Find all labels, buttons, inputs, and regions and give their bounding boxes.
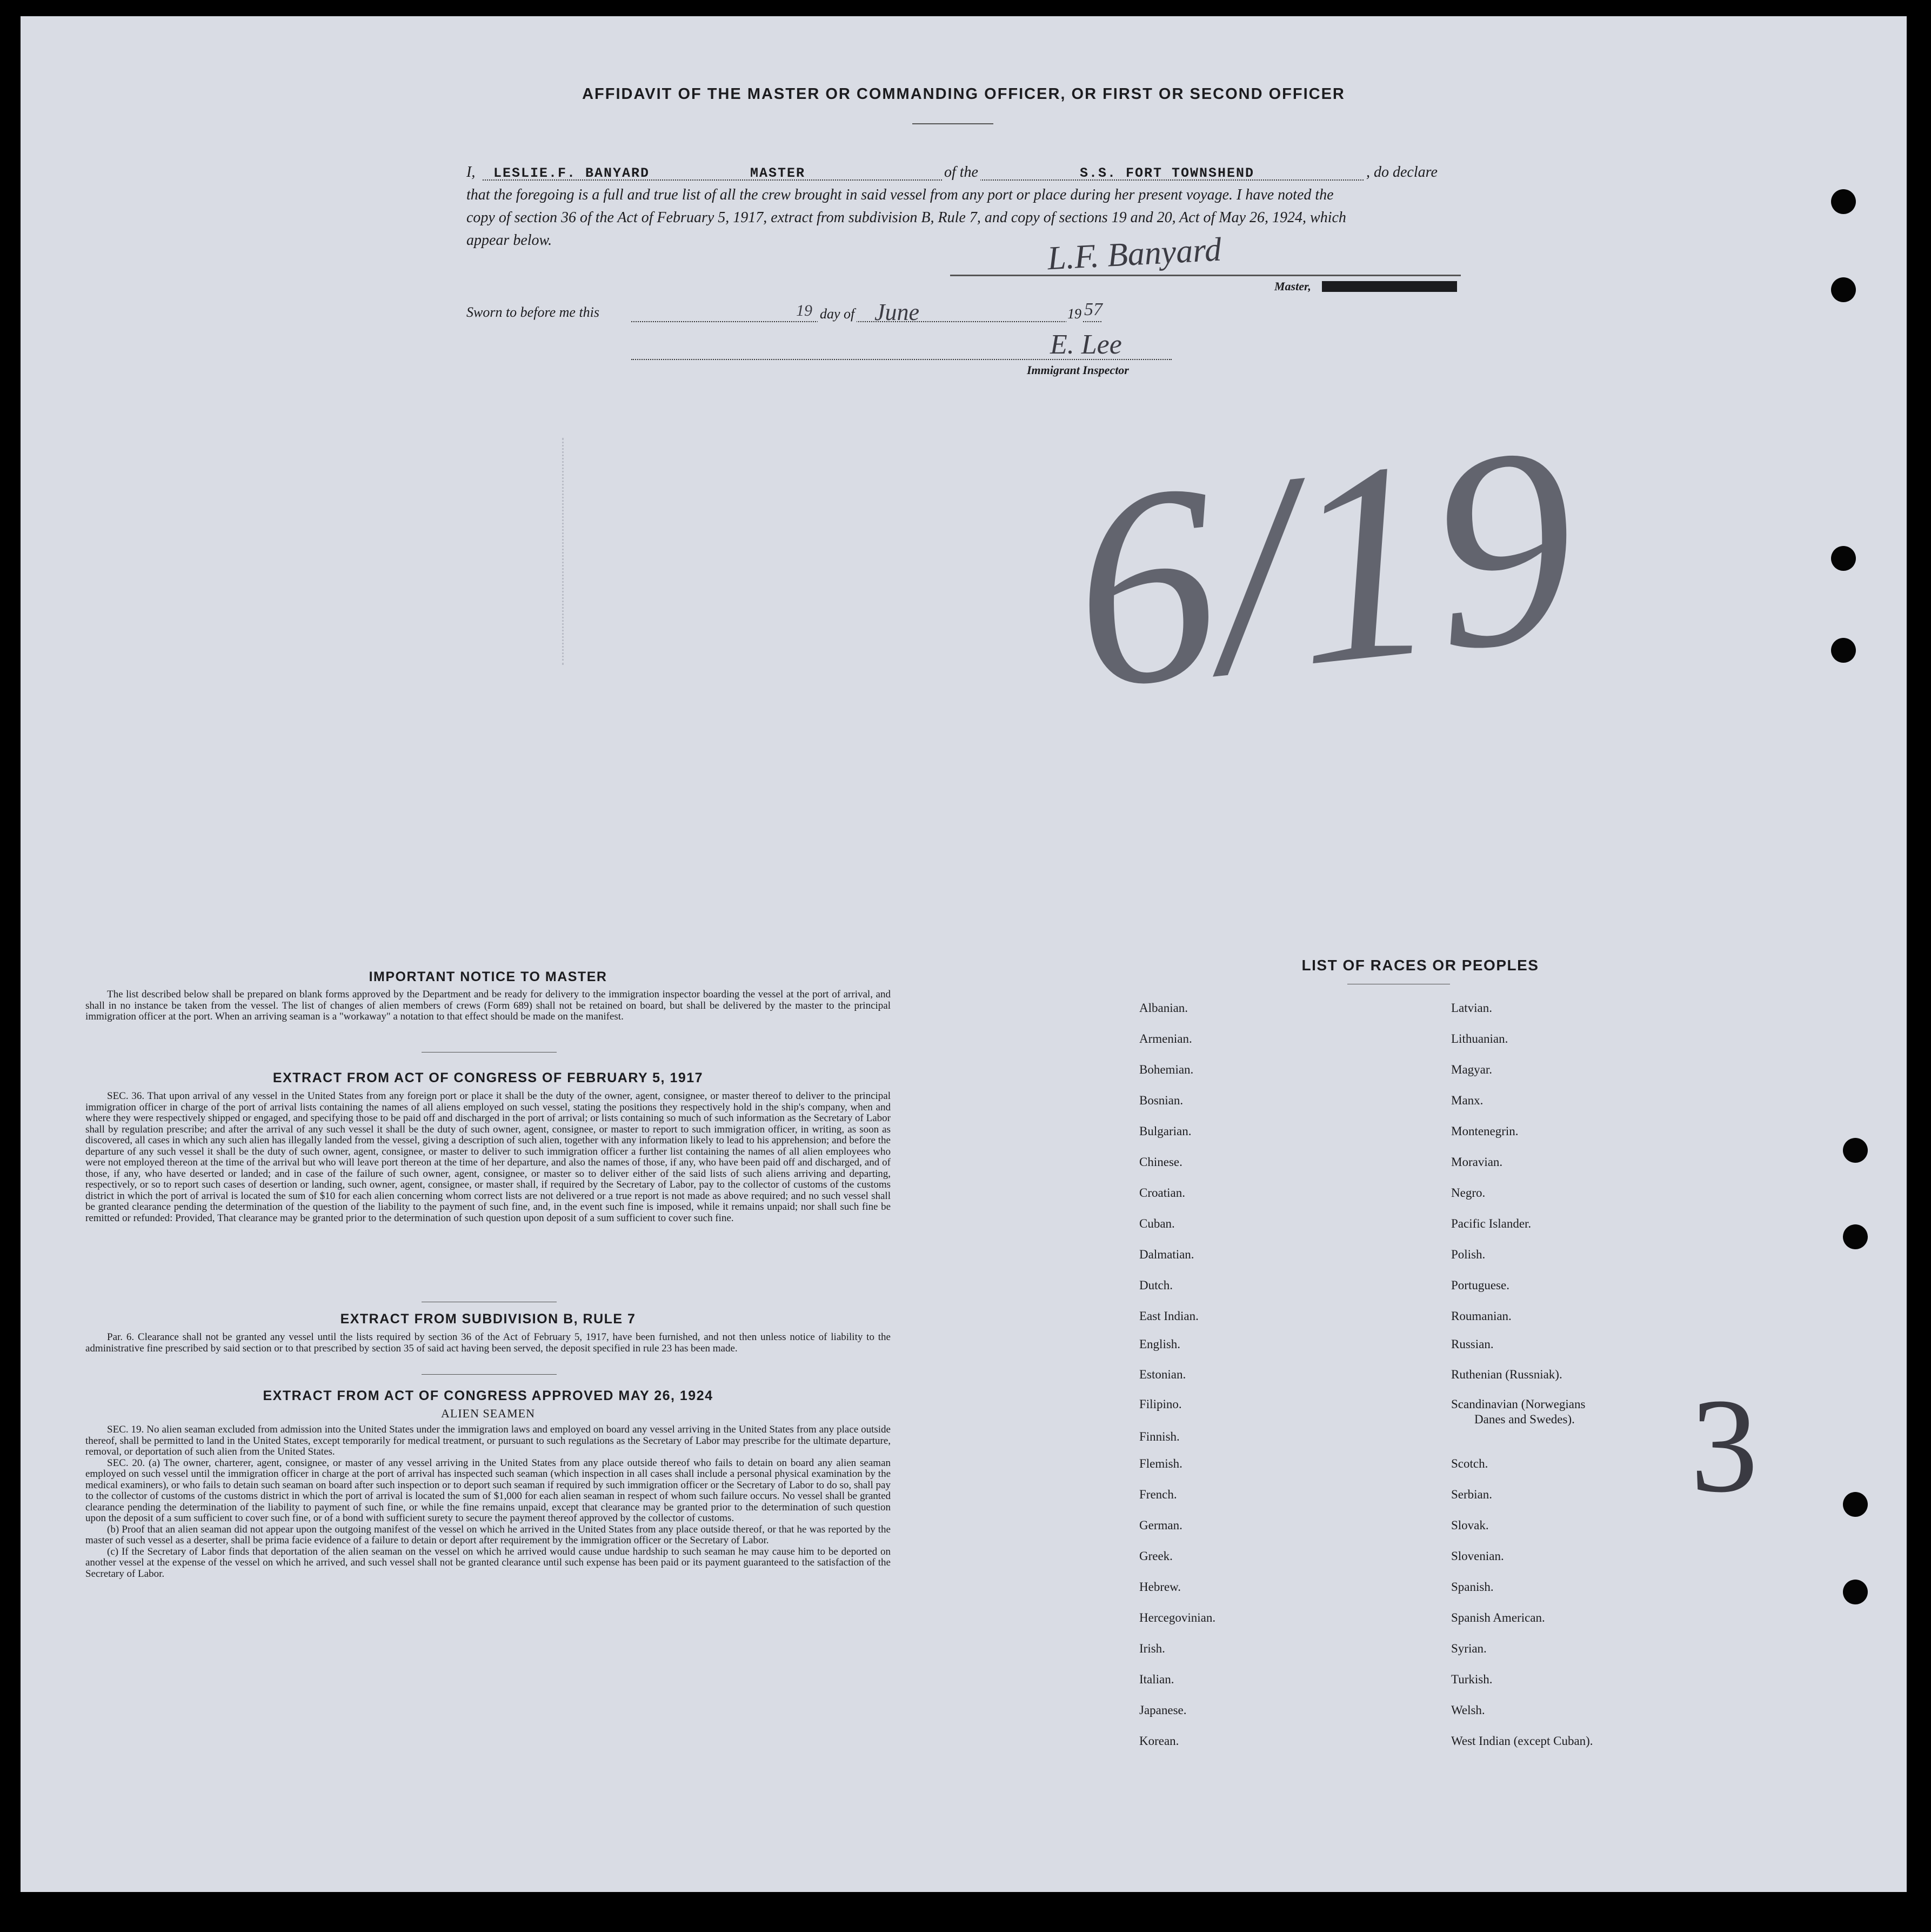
section-20c-paragraph: (c) If the Secretary of Labor finds that deportation of the alien seaman on the vessel on which he arrived would cause undue hardship to such seaman he may cause him to be deported on another vessel at the expense of the vessel on which he arrived, and such vessel shall not be granted clearance until such expense has been paid or its payment guaranteed to the satisfaction of the Secretary of Labor. [85,1545,891,1580]
fold-mark [562,438,564,665]
race-left-item: Filipino. [1139,1397,1182,1411]
race-right-item: Spanish. [1451,1580,1494,1594]
punch-hole [1831,277,1856,302]
sworn-label: Sworn to before me this [466,304,600,320]
punch-hole [1831,546,1856,571]
section-36-paragraph: SEC. 36. That upon arrival of any vessel in the United States from any foreign port or place it shall be the duty of the owner, agent, consignee, or master thereof to deliver to the principal immigration officer in charge of the port of arrival lists containing the names of all aliens employed on such vessel, stating the positions they respectively hold in the ship's company, when and where they were respectively shipped or engaged, and specifying those to be paid off and discharged in the port of arrival; or lists containing so much of such information as the Secretary of Labor shall by regulation prescribe; and after the arrival of any such vessel it shall be the duty of such owner, agent, consignee, or master to report to such immigration officer, in writing, as soon as discovered, all cases in which any such alien has illegally landed from the vessel, giving a description of such alien, together with any information likely to lead to his apprehension; and before the departure of any such vessel it shall be the duty of such owner, agent, consignee, or master to deliver to such immigration officer a further list containing the names of all alien employees who were not employed thereon at the time of the arrival but who will leave port thereon at the time of her departure, and also the names of those, if any, who have been paid off and discharged, and of those, if any, who have deserted or landed; and in case of the failure of such owner, agent, consignee, or master so to deliver either of the said lists of such aliens arriving and departing, respectively, or so to report such cases of desertion or landing, such owner, agent, consignee, or master shall, if required by the Secretary of Labor, pay to the collector of customs of the customs district in which the port of arrival is located the sum of $10 for each alien concerning whom correct lists are not delivered or a true report is not made as above required; and no such vessel shall be granted clearance pending the determination of the question of the liability to the payment of such fine, and, in the event such fine is imposed, while it remains unpaid; nor shall such fine be remitted or refunded: Provided, That clearance may be granted prior to the determination of such question upon deposit of a sum sufficient to cover such fine. [85,1090,891,1224]
race-left-item: Irish. [1139,1642,1165,1655]
rule-7-text [85,1332,891,1354]
race-right-item: Slovenian. [1451,1549,1504,1563]
race-left-item: Greek. [1139,1549,1173,1563]
punch-hole [1831,638,1856,663]
race-left-item: Finnish. [1139,1430,1180,1443]
punch-hole [1831,189,1856,214]
extract-1917-title: EXTRACT FROM ACT OF CONGRESS OF FEBRUARY 5, 1917 [272,1070,704,1085]
race-right-item: Turkish. [1451,1673,1493,1686]
notice-title: IMPORTANT NOTICE TO MASTER [369,969,607,984]
race-right-item: Danes and Swedes). [1474,1413,1575,1426]
race-left-item: Cuban. [1139,1217,1175,1230]
race-right-item: Pacific Islander. [1451,1217,1532,1230]
race-right-item: Manx. [1451,1094,1484,1107]
rule-7-paragraph: Par. 6. Clearance shall not be granted any vessel until the lists required by section 36 of the Act of February 5, 1917, have been furnished, and not then unless notice of liability to the administrative fine prescribed by said section or to that prescribed by section 35 of said act having been served, the deposit specified in rule 23 has been made. [85,1331,891,1354]
race-right-item: Roumanian. [1451,1309,1512,1323]
race-right-item: Syrian. [1451,1642,1487,1655]
section-20a-paragraph: SEC. 20. (a) The owner, charterer, agent, consignee, or master of any vessel arriving in the United States from any place outside thereof who fails to detain on board any alien seaman employed on such vessel until the immigration officer in charge at the port of arrival has inspected such seaman (which inspection in all cases shall include a personal physical examination by the medical examiners), or who fails to detain such seaman on board after such inspection or to deport such seaman if required by such immigration officer or the Secretary of Labor to do so, shall pay to the collector of customs of the customs district in which the port of arrival is located the sum of $1,000 for each alien seaman in respect of whom such failure occurs. No vessel shall be granted clearance pending the determination of the liability to payment of such fine, or while the fine remains unpaid, except that clearance may be granted prior to the determination of such question upon the deposit of a sum sufficient to cover such fine, or of a bond with sufficient surety to secure the payment thereof approved by the collector of customs. [85,1457,891,1524]
race-right-item: Slovak. [1451,1518,1489,1532]
race-left-item: Estonian. [1139,1368,1186,1381]
race-left-item: Dutch. [1139,1278,1173,1292]
title-divider [912,123,993,124]
inspector-label: Immigrant Inspector [1027,363,1129,377]
affidavit-title: AFFIDAVIT OF THE MASTER OR COMMANDING OFFICER, OR FIRST OR SECOND OFFICER [582,85,1345,103]
race-right-item: Magyar. [1451,1063,1493,1076]
prefix-i: I, [466,164,476,181]
races-title: LIST OF RACES OR PEOPLES [1301,957,1539,974]
race-right-item: Moravian. [1451,1155,1503,1169]
race-left-item: French. [1139,1488,1177,1501]
race-left-item: Chinese. [1139,1155,1182,1169]
sworn-fill-line [631,321,1101,322]
race-left-item: Japanese. [1139,1703,1187,1717]
of-the-label: of the [942,161,980,184]
race-right-item: West Indian (except Cuban). [1451,1734,1593,1748]
divider-3 [422,1374,557,1375]
alien-seamen-subtitle: ALIEN SEAMEN [441,1407,535,1420]
race-right-item: Polish. [1451,1248,1486,1261]
race-right-item: Serbian. [1451,1488,1493,1501]
punch-hole [1843,1492,1868,1517]
year-prefix: 19 [1067,306,1081,322]
extract-1924-title: EXTRACT FROM ACT OF CONGRESS APPROVED MAY 26, 1924 [263,1388,713,1403]
race-right-item: Ruthenian (Russniak). [1451,1368,1562,1381]
declaration-line-3: copy of section 36 of the Act of February 5, 1917, extract from subdivision B, Rule 7, and copy of sections 19 and 20, Act of May 26, 1924, which [466,209,1346,226]
extract-1917-text [85,1091,891,1224]
signature-line [950,275,1461,276]
race-right-item: Russian. [1451,1337,1494,1351]
year-field: 57 [1084,299,1103,319]
declaration-line-4: appear below. [466,232,552,249]
race-right-item: Lithuanian. [1451,1032,1508,1045]
race-right-item: Montenegrin. [1451,1124,1519,1138]
declaration-line-2: that the foregoing is a full and true list of all the crew brought in said vessel from any port or place during her present voyage. I have noted the [466,186,1334,203]
vessel-name-field: S.S. FORT TOWNSHEND [1080,165,1255,181]
race-right-item: Negro. [1451,1186,1486,1200]
race-left-item: Hebrew. [1139,1580,1181,1594]
month-field: June [874,299,920,325]
master-name-field: LESLIE.F. BANYARD [493,165,650,181]
race-left-item: Croatian. [1139,1186,1185,1200]
extract-1924-text [85,1424,891,1580]
do-declare-label: , do declare [1366,164,1438,181]
declaration-line-1 [466,161,1482,184]
race-left-item: German. [1139,1518,1182,1532]
race-right-item: Portuguese. [1451,1278,1509,1292]
punch-hole [1843,1580,1868,1604]
day-field: 19 [796,302,812,319]
inspector-line [631,359,1172,360]
day-of-label: day of [818,306,857,322]
race-right-item: Scotch. [1451,1457,1488,1470]
handwritten-page-number: 3 [1691,1371,1758,1521]
race-left-item: Bosnian. [1139,1094,1184,1107]
struck-out-title [1322,281,1457,292]
race-right-item: Welsh. [1451,1703,1485,1717]
race-right-item: Spanish American. [1451,1611,1545,1624]
punch-hole [1843,1138,1868,1163]
race-left-item: Hercegovinian. [1139,1611,1216,1624]
race-right-item: Scandinavian (Norwegians [1451,1397,1586,1411]
race-left-item: Bulgarian. [1139,1124,1192,1138]
master-signature: L.F. Banyard [1046,231,1222,277]
rank-field: MASTER [750,165,806,181]
race-left-item: Dalmatian. [1139,1248,1194,1261]
notice-paragraph: The list described below shall be prepared on blank forms approved by the Department and be ready for delivery to the immigration inspector boarding the vessel at the port of arrival, and shall in no instance be taken from the vessel. The list of changes of alien members of crews (Form 689) shall not be retained on board, but shall be delivered by the master to the principal immigration officer at the port. When an arriving seaman is a "workaway" a notation to that effect should be made on the manifest. [85,989,891,1022]
handwritten-date-mark: 6/19 [1059,387,1589,748]
section-20b-paragraph: (b) Proof that an alien seaman did not appear upon the outgoing manifest of the vessel on which he arrived in the United States from any place outside thereof, or that he was reported by the master of such vessel as a deserter, shall be prima facie evidence of a failure to detain or deport after requirement by the immigration officer or the Secretary of Labor. [85,1523,891,1546]
race-left-item: English. [1139,1337,1181,1351]
race-left-item: Italian. [1139,1673,1174,1686]
race-left-item: East Indian. [1139,1309,1199,1323]
punch-hole [1843,1224,1868,1249]
rule-7-title: EXTRACT FROM SUBDIVISION B, RULE 7 [340,1311,636,1327]
master-label: Master, [1274,279,1311,293]
inspector-signature: E. Lee [1050,329,1122,360]
race-left-item: Korean. [1139,1734,1179,1748]
notice-text [85,989,891,1023]
document-page [21,16,1907,1892]
race-left-item: Albanian. [1139,1001,1188,1015]
race-left-item: Armenian. [1139,1032,1192,1045]
race-right-item: Latvian. [1451,1001,1492,1015]
race-left-item: Bohemian. [1139,1063,1194,1076]
section-19-paragraph: SEC. 19. No alien seaman excluded from admission into the United States under the immigration laws and employed on board any vessel arriving in the United States from any place outside thereof, shall be permitted to land in the United States, except temporarily for medical treatment, or pursuant to such regulations as the Secretary of Labor may prescribe for the ultimate departure, removal, or deportation of such alien from the United States. [85,1424,891,1457]
race-left-item: Flemish. [1139,1457,1182,1470]
